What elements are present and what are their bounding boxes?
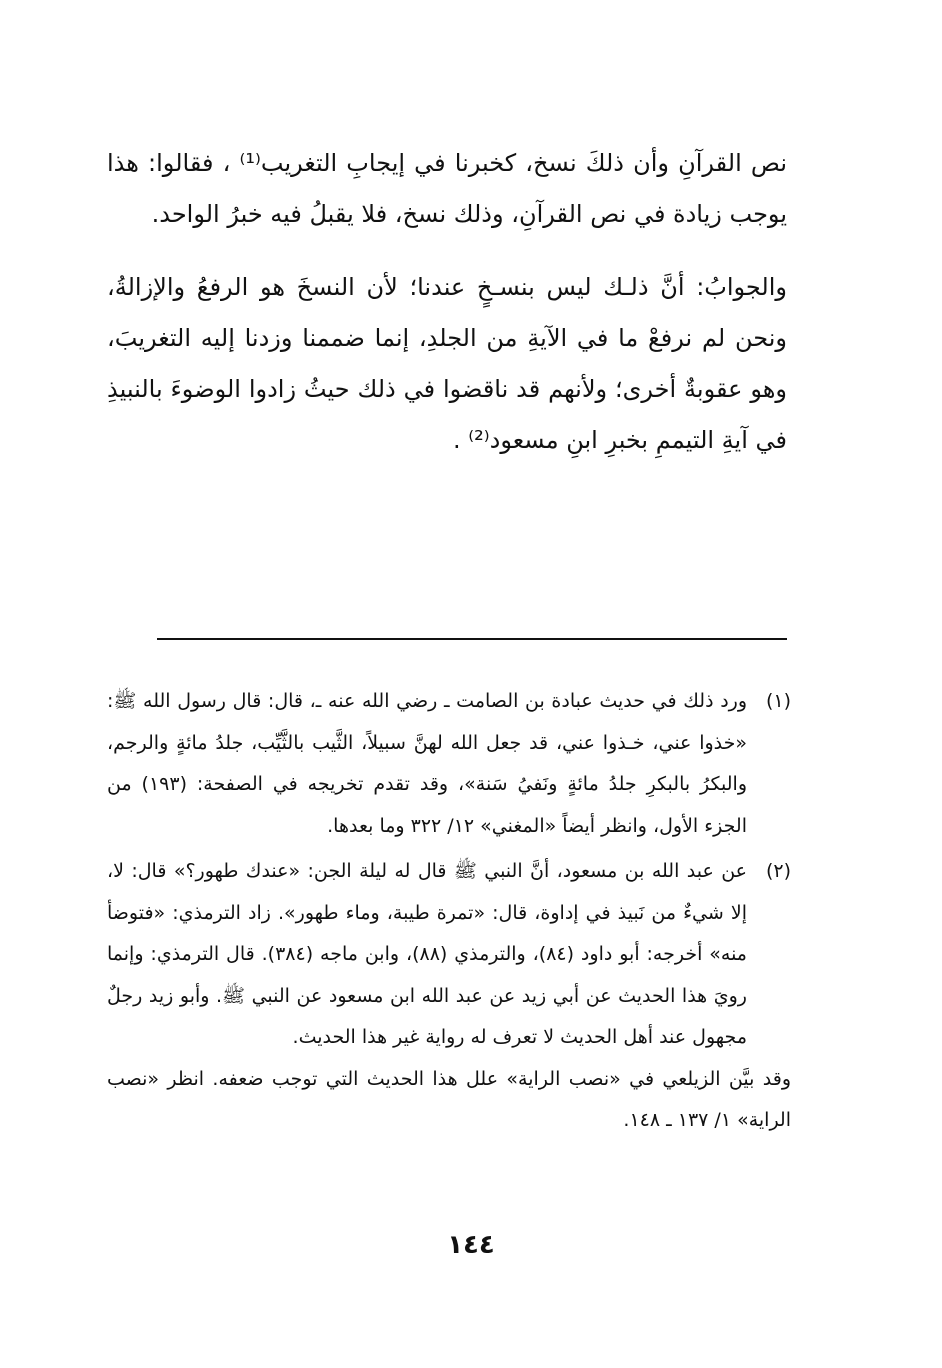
footnote-2 bbox=[107, 851, 791, 1059]
footnote-number: (٢) bbox=[765, 860, 791, 882]
footnote-text: عن عبد الله بن مسعود، أنَّ النبي ﷺ قال له ليلة الجن: «عندك طهور؟» قال: لا، إلا شيءٌ من نَبيذ في إداوة، قال: «تمرة طيبة، وماء طهور». زاد الترمذي: «فتوضأ منه» أخرجه: أبو داود (٨٤)، والترمذي (٨٨)، وابن ماجه (٣٨٤). قال الترمذي: وإنما رويَ هذا الحديث عن أبي زيد عن عبد الله ابن مسعود عن النبي ﷺ. وأبو زيد رجلٌ مجهول عند أهل الحديث لا تعرف له رواية غير هذا الحديث. bbox=[107, 860, 747, 1048]
page-number: ١٤٤ bbox=[447, 1230, 495, 1260]
main-paragraph-2: والجوابُ: أنَّ ذلـك ليس بنسـخٍ عندنا؛ لأن النسخَ هو الرفعُ والإزالةُ، ونحن لم نرفعْ ما في الآيةِ من الجلدِ، إنما ضممنا وزدنا إليه التغريبَ، وهو عقوبةٌ أخرى؛ ولأنهم قد ناقضوا في ذلك حيثُ زادوا الوضوءَ بالنبيذِ في آيةِ التيممِ بخبرِ ابنِ مسعود⁽²⁾ . bbox=[107, 273, 787, 454]
footnote-number: (١) bbox=[765, 690, 791, 712]
footnote-separator bbox=[157, 638, 787, 640]
footnote-text: ورد ذلك في حديث عبادة بن الصامت ـ رضي الله عنه ـ، قال: قال رسول الله ﷺ: «خذوا عني، خـذوا عني، قد جعل الله لهنَّ سبيلاً، الثَّيب بالثَّيِّب، جلدُ مائةٍ والرجم، والبكرُ بالبكرِ جلدُ مائةٍ ونَفيُ سَنة»، وقد تقدم تخريجه في الصفحة: (١٩٣) من الجزء الأول، وانظر أيضاً «المغني» ١٢/ ٣٢٢ وما بعدها. bbox=[107, 690, 748, 837]
footnote-1 bbox=[107, 681, 791, 847]
footnote-2-continuation: وقد بيَّن الزيلعي في «نصب الراية» علل هذا الحديث التي توجب ضعفه. انظر «نصب الراية» ١/ ١٣٧ ـ ١٤٨. bbox=[107, 1067, 791, 1131]
main-text bbox=[107, 138, 787, 466]
main-paragraph-1: نص القرآنِ وأن ذلكَ نسخ، كخبرنا في إيجابِ التغريب⁽¹⁾ ، فقالوا: هذا يوجب زيادة في نص القرآنِ، وذلك نسخ، فلا يقبلُ فيه خبرُ الواحد. bbox=[107, 149, 788, 228]
footnotes bbox=[107, 681, 791, 1142]
